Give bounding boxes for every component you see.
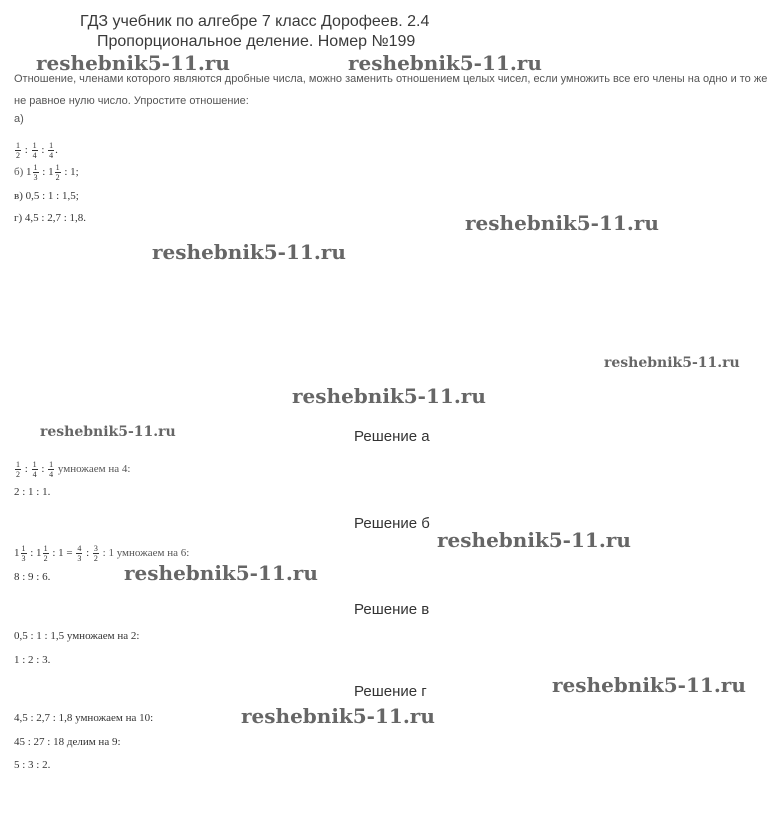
watermark: reshebnik5-11.ru xyxy=(152,240,346,264)
task-text-line2: не равное нулю число. Упростите отношение: xyxy=(14,95,249,107)
watermark: reshebnik5-11.ru xyxy=(36,51,230,75)
solution-g-result: 5 : 3 : 2. xyxy=(14,759,51,771)
task-v-expression: в) 0,5 : 1 : 1,5; xyxy=(14,190,79,202)
watermark: reshebnik5-11.ru xyxy=(552,673,746,697)
solution-v-heading: Решение в xyxy=(354,601,430,618)
solution-b-heading: Решение б xyxy=(354,515,430,532)
watermark: reshebnik5-11.ru xyxy=(40,424,176,440)
solution-g-step1: 4,5 : 2,7 : 1,8 умножаем на 10: xyxy=(14,712,154,724)
watermark: reshebnik5-11.ru xyxy=(292,384,486,408)
watermark: reshebnik5-11.ru xyxy=(465,211,659,235)
task-b-expression: б) 1 $\frac{1}{3}$ : 1 $\frac{1}{2}$ : 1; xyxy=(14,163,79,182)
watermark: reshebnik5-11.ru xyxy=(348,51,542,75)
watermark: reshebnik5-11.ru xyxy=(437,528,631,552)
solution-b-multiply: : 1 умножаем на 6: xyxy=(102,547,190,560)
task-a-expression: $\frac{1}{2}$ : $\frac{1}{4}$ : $\frac{1}{4}$ . xyxy=(16,141,58,160)
task-b-label: б) xyxy=(14,166,24,179)
solution-v-result: 1 : 2 : 3. xyxy=(14,654,51,666)
solution-g-step2: 45 : 27 : 18 делим на 9: xyxy=(14,736,121,748)
solution-v-step: 0,5 : 1 : 1,5 умножаем на 2: xyxy=(14,630,140,642)
solution-a-step: $\frac{1}{2}$ : $\frac{1}{4}$ : $\frac{1}{4}$ умножаем на 4: xyxy=(16,460,131,479)
solution-a-result: 2 : 1 : 1. xyxy=(14,486,51,498)
task-text-line1: Отношение, членами которого являются дробные числа, можно заменить отношением целых чисел, если умножить все его члены на одно и то же xyxy=(14,73,768,85)
solution-a-multiply: умножаем на 4: xyxy=(57,463,131,476)
solution-g-heading: Решение г xyxy=(354,683,427,700)
solution-a-heading: Решение а xyxy=(354,428,430,445)
watermark: reshebnik5-11.ru xyxy=(124,561,318,585)
solution-b-result: 8 : 9 : 6. xyxy=(14,571,51,583)
page-subtitle: Пропорциональное деление. Номер №199 xyxy=(97,33,416,50)
task-g-expression: г) 4,5 : 2,7 : 1,8. xyxy=(14,212,87,224)
page-title: ГДЗ учебник по алгебре 7 класс Дорофеев. 2.4 xyxy=(80,13,430,30)
watermark: reshebnik5-11.ru xyxy=(241,704,435,728)
solution-b-step: 1 $\frac{1}{3}$ : 1 $\frac{1}{2}$ : 1 = $\frac{4}{3}$ : $\frac{3}{2}$ : 1 умножаем на 6: xyxy=(14,544,190,563)
watermark: reshebnik5-11.ru xyxy=(604,355,740,371)
task-a-label: а) xyxy=(14,113,24,125)
